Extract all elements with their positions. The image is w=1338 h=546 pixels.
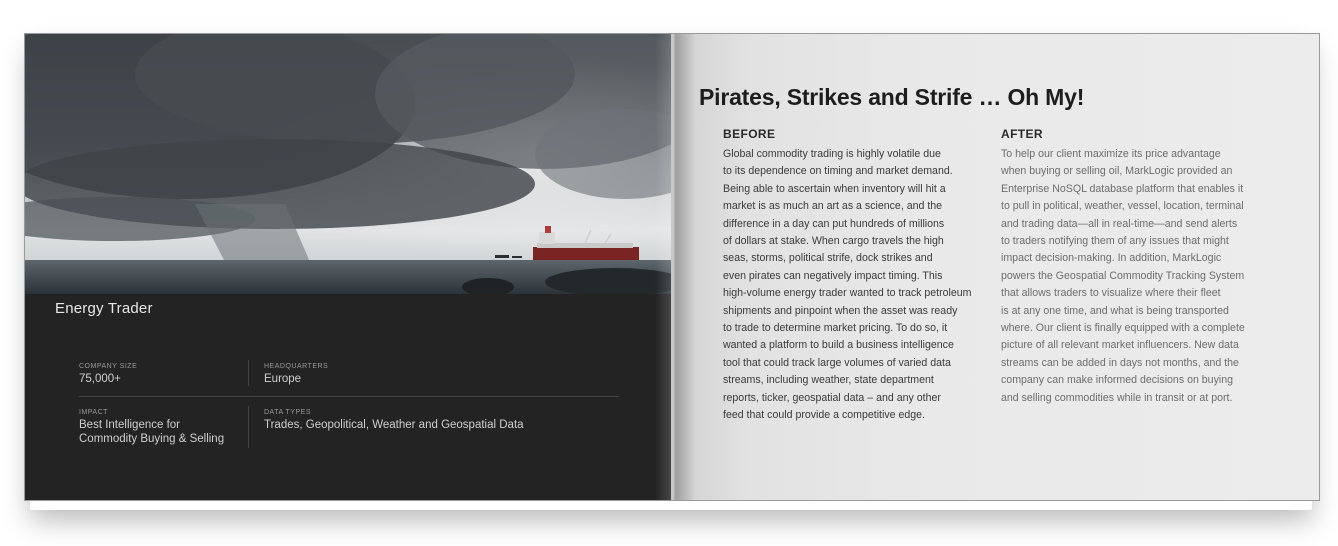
before-line: to trade to determine market pricing. To do so, it [723, 322, 948, 335]
before-line: wanted a platform to build a business intelligence [723, 339, 954, 352]
storm-ship-photo [25, 34, 671, 294]
after-line: company can make informed decisions on buying [1001, 374, 1234, 387]
after-line: is at any one time, and what is being transported [1001, 304, 1229, 317]
after-paragraph [1001, 146, 1245, 407]
after-line: to traders notifying them of any issues that might [1001, 235, 1229, 248]
after-line: when buying or selling oil, MarkLogic provided an [1001, 165, 1233, 178]
before-line: feed that could provide a competitive edge. [723, 409, 926, 422]
before-line: of dollars at stake. When cargo travels the high [723, 235, 944, 248]
before-paragraph [723, 146, 972, 425]
company-info-panel [25, 294, 671, 500]
before-line: Being able to ascertain when inventory will hit a [723, 182, 946, 195]
divider-vertical-top [248, 360, 249, 386]
divider-vertical-bottom [248, 406, 249, 448]
data-types-value: Trades, Geopolitical, Weather and Geospatial Data [264, 419, 524, 431]
headquarters-label: HEADQUARTERS [264, 363, 329, 370]
after-line: powers the Geospatial Commodity Tracking System [1001, 269, 1245, 282]
before-line: tool that could track large volumes of varied data [723, 356, 951, 369]
after-line: and trading data—all in real-time—and send alerts [1001, 217, 1238, 230]
after-line: picture of all relevant market influencers. New data [1001, 339, 1239, 352]
before-line: market is as much an art as a science, and the [723, 200, 943, 213]
company-name: Energy Trader [55, 300, 153, 317]
before-line: high-volume energy trader wanted to track petroleum [723, 287, 972, 300]
headquarters-value: Europe [264, 373, 302, 385]
after-line: and selling commodities while in transit or at port. [1001, 391, 1233, 404]
after-line: to pull in political, weather, vessel, location, terminal [1001, 200, 1244, 213]
impact-label: IMPACT [79, 409, 108, 416]
after-line: that allows traders to visualize where their fleet [1001, 287, 1221, 300]
after-line: Enterprise NoSQL database platform that enables it [1001, 182, 1244, 195]
page-headline: Pirates, Strikes and Strife … Oh My! [699, 84, 1085, 110]
before-line: to its dependence on timing and market demand. [723, 165, 953, 178]
before-line: Global commodity trading is highly volatile due [723, 148, 941, 160]
company-size-label: COMPANY SIZE [79, 363, 138, 370]
before-line: difference in a day can put hundreds of millions [723, 217, 945, 230]
photo-illustration [25, 34, 671, 294]
after-heading: AFTER [1001, 127, 1043, 141]
before-line: even pirates can negatively impact timing. This [723, 269, 943, 282]
impact-line: Commodity Buying & Selling [79, 433, 225, 445]
impact-value [79, 418, 224, 446]
after-line: streams can be added in days not months, and the [1001, 356, 1239, 369]
impact-line: Best Intelligence for [79, 419, 181, 431]
before-line: shipments and pinpoint when the asset was ready [723, 304, 958, 317]
after-line: To help our client maximize its price advantage [1001, 148, 1221, 160]
company-size-value: 75,000+ [79, 373, 121, 385]
before-line: seas, storms, political strife, dock strikes and [723, 252, 933, 265]
data-types-label: DATA TYPES [264, 409, 312, 416]
before-heading: BEFORE [723, 127, 776, 141]
before-line: reports, ticker, geospatial data – and any other [723, 391, 941, 404]
divider-horizontal [79, 396, 619, 397]
before-line: streams, including weather, state department [723, 374, 934, 387]
after-line: impact decision-making. In addition, MarkLogic [1001, 252, 1222, 265]
after-line: where. Our client is finally equipped with a complete [1001, 322, 1245, 335]
